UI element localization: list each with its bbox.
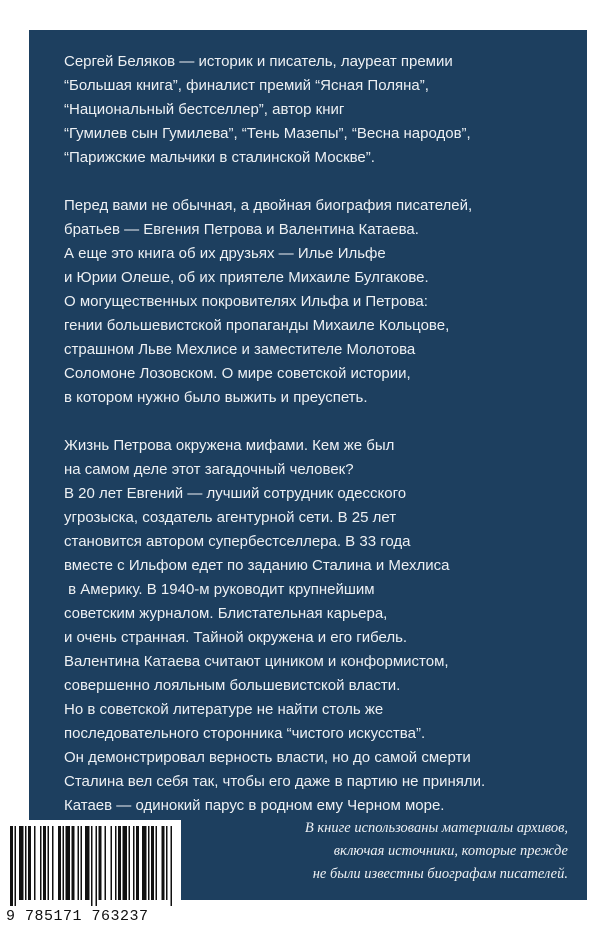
text-line: страшном Льве Мехлисе и заместителе Молотова [64, 341, 416, 358]
barcode-bar [129, 826, 131, 900]
text-line: Жизнь Петрова окружена мифами. Кем же был [64, 437, 395, 454]
barcode-bar [123, 826, 128, 900]
barcode-bar [72, 826, 75, 900]
barcode-bar [25, 826, 27, 900]
text-line: Сталина вел себя так, чтобы его даже в партию не приняли. [64, 773, 486, 790]
barcode-bar [151, 826, 154, 900]
barcode-bar [81, 826, 83, 900]
barcode-bar [142, 826, 147, 900]
text-line: вместе с Ильфом едет по заданию Сталина и Мехлиса [64, 557, 450, 574]
text-line: Но в советской литературе не найти столь же [64, 701, 384, 718]
barcode-bar [58, 826, 61, 900]
barcode-bar [10, 826, 13, 906]
isbn-number: 9 785171 763237 [6, 908, 149, 925]
text-line: Сергей Беляков — историк и писатель, лауреат премии [64, 53, 453, 70]
paragraph-2 [64, 194, 584, 410]
barcode-bar [52, 826, 54, 900]
text-line: совершенно лояльным большевистской власти. [64, 677, 401, 694]
text-line: и очень странная. Тайной окружена и его гибель. [64, 629, 408, 646]
isbn-barcode [0, 820, 181, 931]
text-line: в котором нужно было выжить и преуспеть. [64, 389, 368, 406]
barcode-bar [28, 826, 31, 900]
text-line: на самом деле этот загадочный человек? [64, 461, 354, 478]
text-line: братьев — Евгения Петрова и Валентина Катаева. [64, 221, 419, 238]
barcode-bar [136, 826, 139, 900]
barcode-bar [66, 826, 71, 900]
barcode-bar [48, 826, 50, 900]
barcode-bar [156, 826, 158, 900]
barcode-icon [0, 820, 181, 910]
text-line: Перед вами не обычная, а двойная биография писателей, [64, 197, 473, 214]
paragraph-1 [64, 50, 584, 170]
barcode-bar [91, 826, 93, 906]
barcode-bar [166, 826, 168, 900]
text-line: “Большая книга”, финалист премий “Ясная Поляна”, [64, 77, 429, 94]
barcode-bar [162, 826, 165, 900]
barcode-bar [105, 826, 107, 900]
text-line: Он демонстрировал верность власти, но до самой смерти [64, 749, 471, 766]
text-line: А еще это книга об их друзьях — Илье Ильфе [64, 245, 386, 262]
paragraph-3 [64, 434, 584, 818]
barcode-bar [96, 826, 98, 906]
text-line: О могущественных покровителях Ильфа и Петрова: [64, 293, 428, 310]
text-line: становится автором супербестселлера. В 33 года [64, 533, 411, 550]
barcode-bar [118, 826, 121, 900]
text-line: Катаев — одинокий парус в родном ему Черном море. [64, 797, 445, 814]
barcode-bar [133, 826, 135, 900]
annotation-text [64, 50, 584, 842]
barcode-bar [15, 826, 17, 906]
barcode-bar [115, 826, 117, 900]
barcode-bar [43, 826, 46, 900]
text-line: гении большевистской пропаганды Михаиле Кольцове, [64, 317, 450, 334]
barcode-bar [85, 826, 90, 900]
barcode-bar [63, 826, 65, 900]
text-line: Валентина Катаева считают циником и конформистом, [64, 653, 449, 670]
barcode-bar [19, 826, 24, 900]
barcode-bar [111, 826, 113, 900]
barcode-bar [78, 826, 80, 900]
footnote-italic [238, 817, 568, 886]
text-line: советским журналом. Блистательная карьера, [64, 605, 388, 622]
footnote-line: В книге использованы материалы архивов, [304, 820, 568, 836]
footnote-line: включая источники, которые прежде [333, 843, 568, 859]
text-line: в Америку. В 1940-м руководит крупнейшим [64, 581, 375, 598]
text-line: Соломоне Лозовском. О мире советской истории, [64, 365, 411, 382]
text-line: угрозыска, создатель агентурной сети. В 25 лет [64, 509, 397, 526]
footnote-line: не были известны биографам писателей. [312, 866, 568, 882]
barcode-bar [40, 826, 42, 900]
text-line: “Гумилев сын Гумилева”, “Тень Мазепы”, “Весна народов”, [64, 125, 471, 142]
text-line: “Национальный бестселлер”, автор книг [64, 101, 345, 118]
text-line: “Парижские мальчики в сталинской Москве”. [64, 149, 375, 166]
text-line: и Юрии Олеше, об их приятеле Михаиле Булгакове. [64, 269, 429, 286]
barcode-bar [34, 826, 36, 900]
barcode-bar [99, 826, 102, 900]
barcode-bar [171, 826, 173, 906]
text-line: последовательного сторонника “чистого искусства”. [64, 725, 426, 742]
text-line: В 20 лет Евгений — лучший сотрудник одесского [64, 485, 407, 502]
barcode-bar [148, 826, 150, 900]
